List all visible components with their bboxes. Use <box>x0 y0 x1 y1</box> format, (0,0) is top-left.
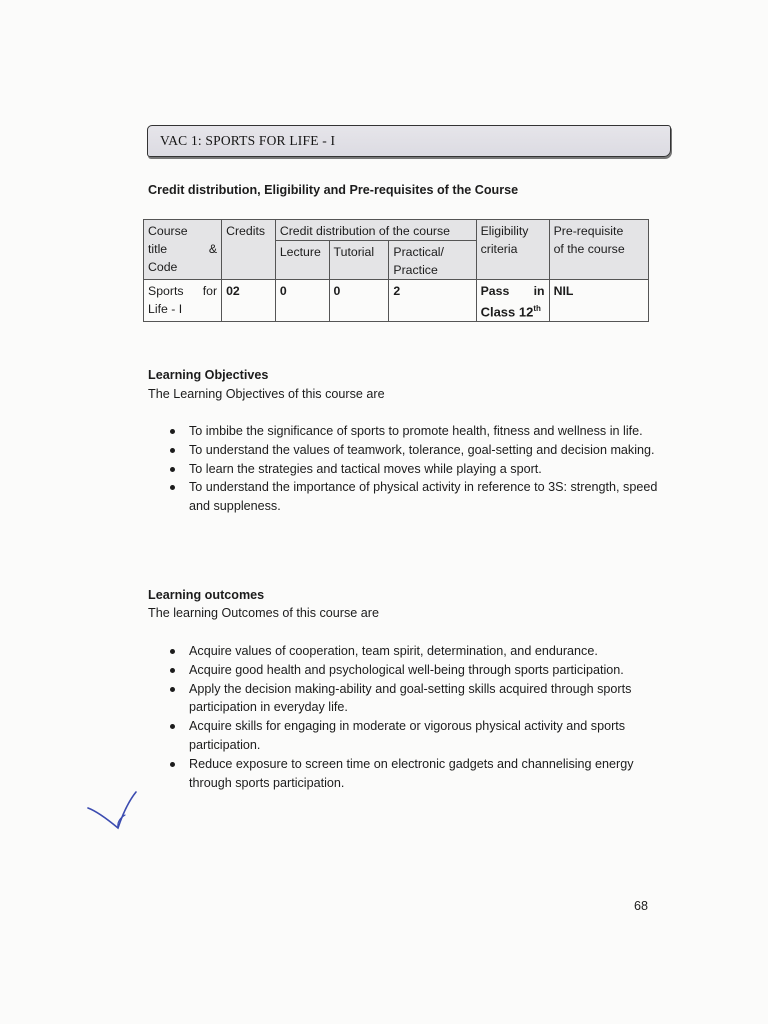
header-lecture: Lecture <box>275 241 329 280</box>
cell-lecture: 0 <box>275 280 329 322</box>
header-course-title-code: Course title & Code <box>144 220 222 280</box>
header-credits: Credits <box>222 220 276 280</box>
cell-credits: 02 <box>222 280 276 322</box>
cell-prerequisite: NIL <box>549 280 648 322</box>
signature-tick-icon <box>84 788 144 834</box>
header-credit-distribution: Credit distribution of the course <box>275 220 476 241</box>
list-item: Acquire good health and psychological well-being through sports participation. <box>170 661 660 680</box>
list-item: Acquire skills for engaging in moderate or vigorous physical activity and sports participation. <box>170 717 660 755</box>
list-item: Acquire values of cooperation, team spirit, determination, and endurance. <box>170 642 660 661</box>
header-practical: Practical/ Practice <box>389 241 476 280</box>
course-title-box <box>147 125 671 157</box>
outcomes-intro: The learning Outcomes of this course are <box>148 606 379 620</box>
cell-practical: 2 <box>389 280 476 322</box>
cell-eligibility: Pass in Class 12th <box>476 280 549 322</box>
header-eligibility: Eligibility criteria <box>476 220 549 280</box>
table-heading: Credit distribution, Eligibility and Pre-requisites of the Course <box>148 183 519 197</box>
objectives-list <box>170 422 660 516</box>
list-item: To imbibe the significance of sports to promote health, fitness and wellness in life. <box>170 422 660 441</box>
header-tutorial: Tutorial <box>329 241 389 280</box>
table-header-row <box>144 220 649 241</box>
outcomes-heading: Learning outcomes <box>148 588 265 602</box>
credit-distribution-table <box>143 219 649 322</box>
cell-tutorial: 0 <box>329 280 389 322</box>
objectives-intro: The Learning Objectives of this course are <box>148 387 385 401</box>
outcomes-list <box>170 642 660 792</box>
objectives-heading: Learning Objectives <box>148 368 269 382</box>
header-prerequisite: Pre-requisite of the course <box>549 220 648 280</box>
list-item: To understand the values of teamwork, tolerance, goal-setting and decision making. <box>170 441 660 460</box>
cell-course: Sports for Life - I <box>144 280 222 322</box>
table-row <box>144 280 649 322</box>
list-item: Apply the decision making-ability and goal-setting skills acquired through sports participation in everyday life. <box>170 680 660 718</box>
page-number: 68 <box>634 899 649 913</box>
course-title: VAC 1: SPORTS FOR LIFE - I <box>160 133 336 148</box>
list-item: To learn the strategies and tactical moves while playing a sport. <box>170 460 660 479</box>
list-item: Reduce exposure to screen time on electronic gadgets and channelising energy through sports participation. <box>170 755 660 793</box>
list-item: To understand the importance of physical activity in reference to 3S: strength, speed and suppleness. <box>170 478 660 516</box>
